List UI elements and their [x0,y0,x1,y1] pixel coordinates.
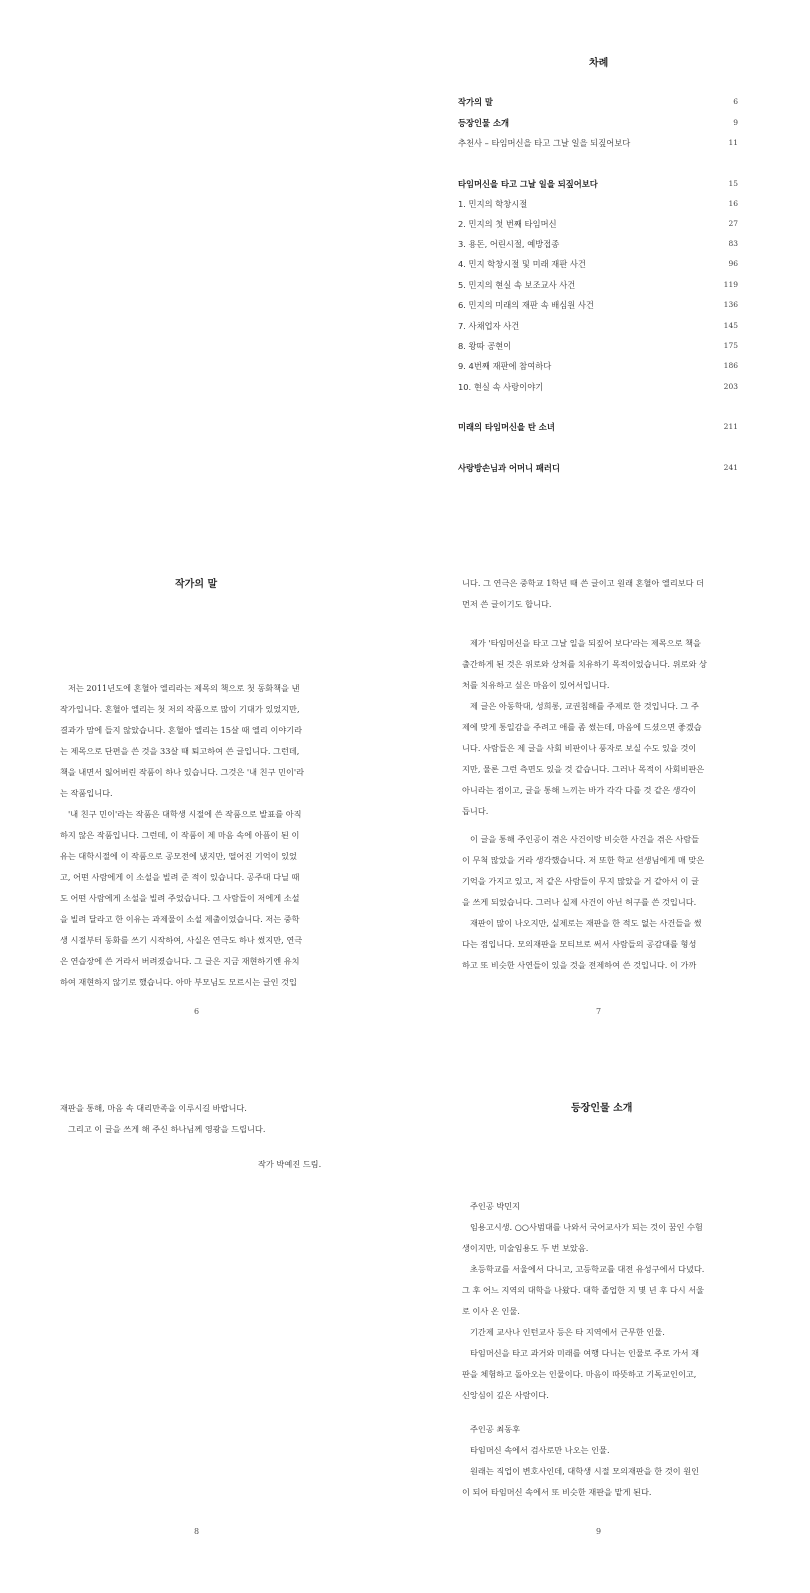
page7-body-bottom [462,829,744,976]
toc-entry-page: 136 [723,300,738,309]
text-line: 결과가 맘에 들지 않았습니다. 혼혈아 엘리는 15살 때 엘리 이야기라 [60,725,303,735]
text-line: 이 되어 타임머신 속에서 또 비슷한 재판을 맡게 된다. [462,1487,652,1497]
page9-character-1 [462,1196,744,1406]
page7-body-mid [462,633,744,822]
text-line: 도 어떤 사람에게 소설을 빌려 주었습니다. 그 사람들이 저에게 소설 [60,893,300,903]
toc-entry[interactable] [458,320,738,332]
toc-entry[interactable] [458,340,738,352]
text-line: '내 친구 민이'라는 작품은 대학생 시절에 쓴 작품으로 발표를 아직 [68,809,302,819]
toc-entry-page: 203 [723,382,738,391]
text-line: 은 연습장에 쓴 거라서 버려졌습니다. 그 글은 지금 재현하기엔 유치 [60,956,300,966]
toc-entry-page: 9 [733,118,738,127]
toc-entry-page: 11 [728,138,738,147]
toc-entry-page: 119 [723,280,738,289]
text-line: 듭니다. [462,806,489,816]
text-line: 고, 어떤 사람에게 이 소설을 빌려 준 적이 있습니다. 공주대 다닐 때 [60,872,300,882]
toc-entry[interactable] [458,258,738,270]
toc-entry-label: 6. 민지의 미래의 재판 속 배심원 사건 [458,300,594,310]
text-line: 하고 또 비슷한 사연들이 있을 것을 전제하여 쓴 것입니다. 이 가까 [462,960,697,970]
page9-title: 등장인물 소개 [571,1103,633,1114]
toc-entry-label: 3. 용돈, 어린시절, 예방접종 [458,239,560,249]
toc-entry-label: 1. 민지의 학창시절 [458,199,528,209]
toc-entry-label: 등장인물 소개 [458,118,509,128]
page-number-7: 7 [596,1007,602,1016]
text-line: 재판이 많이 나오지만, 실제로는 재판을 한 적도 없는 사건들을 썼 [470,918,702,928]
toc-entry-page: 211 [723,422,738,431]
toc-entry[interactable] [458,178,738,190]
toc-entry-label: 타임머신을 타고 그날 일을 되짚어보다 [458,179,598,189]
text-line: 하지 않은 작품입니다. 그런데, 이 작품이 제 마음 속에 아픔이 된 이 [60,830,300,840]
text-line: 책을 내면서 잃어버린 작품이 하나 있습니다. 그것은 '내 친구 민이'라 [60,767,305,777]
toc-entry-page: 241 [723,463,738,472]
toc-entry-label: 9. 4번째 재판에 참여하다 [458,361,552,371]
text-line: 을 빌려 달라고 한 이유는 과제물이 소설 제출이었습니다. 저는 중학 [60,914,300,924]
toc-entry-page: 175 [723,341,738,350]
text-line: 임용고시생. ○○사범대를 나와서 국어교사가 되는 것이 꿈인 수험 [470,1222,703,1232]
text-line: 기간제 교사나 인턴교사 등은 타 지역에서 근무한 인물. [470,1327,665,1337]
toc-entry[interactable] [458,198,738,210]
toc-entry-label: 8. 왕따 공현이 [458,341,512,351]
text-line: 을 쓰게 되었습니다. 그러나 실제 사건이 아닌 허구를 쓴 것입니다. [462,897,697,907]
text-line: 신앙심이 깊은 사람이다. [462,1390,549,1400]
toc-entry-page: 6 [733,97,738,106]
text-line: 다는 점입니다. 모의재판을 모티브로 써서 사람들의 공감대를 형성 [462,939,697,949]
toc-entry-page: 27 [728,219,738,228]
text-line: 재판을 통해, 마음 속 대리만족을 이루시길 바랍니다. [60,1103,247,1113]
toc-entry[interactable] [458,381,738,393]
text-line: 타임머신을 타고 과거와 미래를 여행 다니는 인물로 주로 가서 재 [470,1348,700,1358]
toc-entry[interactable] [458,299,738,311]
toc-entry[interactable] [458,137,738,149]
toc-entry[interactable] [458,238,738,250]
text-line: 처를 치유하고 싶은 마음이 있어서입니다. [462,680,610,690]
text-line: 유는 대학시절에 이 작품으로 공모전에 냈지만, 떨어진 기억이 있었 [60,851,297,861]
toc-entry-label: 10. 현실 속 사랑이야기 [458,382,544,392]
text-line: 그 후 어느 지역의 대학을 나왔다. 대학 졸업한 지 몇 년 후 다시 서울 [462,1285,705,1295]
page7-body-top [462,573,744,615]
toc-entry-page: 186 [723,361,738,370]
text-line: 생 시절부터 동화를 쓰기 시작하여, 사실은 연극도 하나 썼지만, 연극 [60,935,303,945]
toc-entry[interactable] [458,96,738,108]
text-line: 주인공 박민지 [470,1201,521,1211]
text-line: 하여 재현하지 않기로 했습니다. 아마 부모님도 모르시는 글인 것입 [60,977,297,987]
toc-entry-page: 145 [723,321,738,330]
page9-character-2 [462,1419,744,1503]
page-number-8: 8 [194,1527,200,1536]
text-line: 이 글을 통해 주인공이 겪은 사건이랑 비슷한 사건을 겪은 사람들 [470,834,700,844]
text-line: 주인공 최동후 [470,1424,521,1434]
text-line: 기억을 가지고 있고, 저 같은 사람들이 무지 많았을 거 같아서 이 글 [462,876,699,886]
toc-entry-page: 16 [728,199,738,208]
page8-body [60,1098,347,1140]
text-line: 니다. 사람들은 제 글을 사회 비판이나 풍자로 보실 수도 있을 것이 [462,743,697,753]
toc-entry-label: 추천사 – 타임머신을 타고 그날 일을 되짚어보다 [458,138,631,148]
text-line: 제 글은 아동학대, 성희롱, 교권침해를 주제로 한 것입니다. 그 주 [470,701,699,711]
text-line: 는 제목으로 단편을 쓴 것을 33살 때 퇴고하여 쓴 글입니다. 그런데, [60,746,300,756]
toc-entry-label: 5. 민지의 현실 속 보조교사 사건 [458,280,576,290]
text-line: 작가입니다. 혼혈아 엘리는 첫 저의 작품으로 많이 기대가 있었지만, [60,704,300,714]
text-line: 그리고 이 글을 쓰게 해 주신 하나님께 영광을 드립니다. [68,1124,266,1134]
toc-entry[interactable] [458,117,738,129]
toc-entry[interactable] [458,218,738,230]
page8-signature: 작가 박예진 드림. [258,1159,322,1169]
text-line: 지만, 물론 그런 측면도 있을 것 같습니다. 그러나 목적이 사회비판은 [462,764,705,774]
page6-title: 작가의 말 [175,579,218,590]
page-number-6: 6 [194,1007,200,1016]
toc-entry[interactable] [458,462,738,474]
text-line: 이 무척 많았을 거라 생각했습니다. 저 또한 학교 선생님에게 매 맞은 [462,855,705,865]
toc-title: 차례 [589,58,609,69]
toc-entry[interactable] [458,279,738,291]
toc-entry-page: 15 [728,179,738,188]
text-line: 제에 맞게 통일감을 주려고 애를 좀 썼는데, 마음에 드셨으면 좋겠습 [462,722,702,732]
text-line: 제가 '타임머신을 타고 그날 일을 되짚어 보다'라는 제목으로 책을 [470,638,701,648]
toc-entry-label: 작가의 말 [458,97,493,107]
toc-entry-page: 83 [728,239,738,248]
text-line: 먼저 쓴 글이기도 합니다. [462,599,552,609]
text-line: 생이지만, 미술임용도 두 번 보았음. [462,1243,589,1253]
toc-entry-label: 미래의 타임머신을 탄 소녀 [458,422,555,432]
toc-entry[interactable] [458,360,738,372]
toc-entry-label: 2. 민지의 첫 번째 타임머신 [458,219,557,229]
text-line: 저는 2011년도에 혼혈아 엘리라는 제목의 책으로 첫 동화책을 낸 [68,683,300,693]
text-line: 초등학교를 서울에서 다니고, 고등학교를 대전 유성구에서 다녔다. [470,1264,705,1274]
text-line: 출간하게 된 것은 위로와 상처를 치유하기 목적이었습니다. 위로와 상 [462,659,707,669]
text-line: 아니라는 점이고, 글을 통해 느끼는 바가 각각 다를 것 같은 생각이 [462,785,697,795]
text-line: 원래는 직업이 변호사인데, 대학생 시절 모의재판을 한 것이 원인 [470,1466,700,1476]
text-line: 는 작품입니다. [60,788,113,798]
text-line: 로 이사 온 인물. [462,1306,520,1316]
toc-entry-label: 사랑방손님과 어머니 패러디 [458,463,560,473]
page6-body [60,678,347,993]
toc-entry-label: 4. 민지 학창시절 및 미래 재판 사건 [458,259,586,269]
page-number-9: 9 [596,1527,602,1536]
text-line: 니다. 그 연극은 중학교 1학년 때 쓴 글이고 원래 혼혈아 엘리보다 더 [462,578,705,588]
text-line: 타임머신 속에서 검사로만 나오는 인물. [470,1445,610,1455]
toc-entry[interactable] [458,421,738,433]
toc-entry-page: 96 [728,259,738,268]
toc-entry-label: 7. 사채업자 사건 [458,321,520,331]
text-line: 판을 체험하고 돌아오는 인물이다. 마음이 따뜻하고 기독교인이고, [462,1369,697,1379]
